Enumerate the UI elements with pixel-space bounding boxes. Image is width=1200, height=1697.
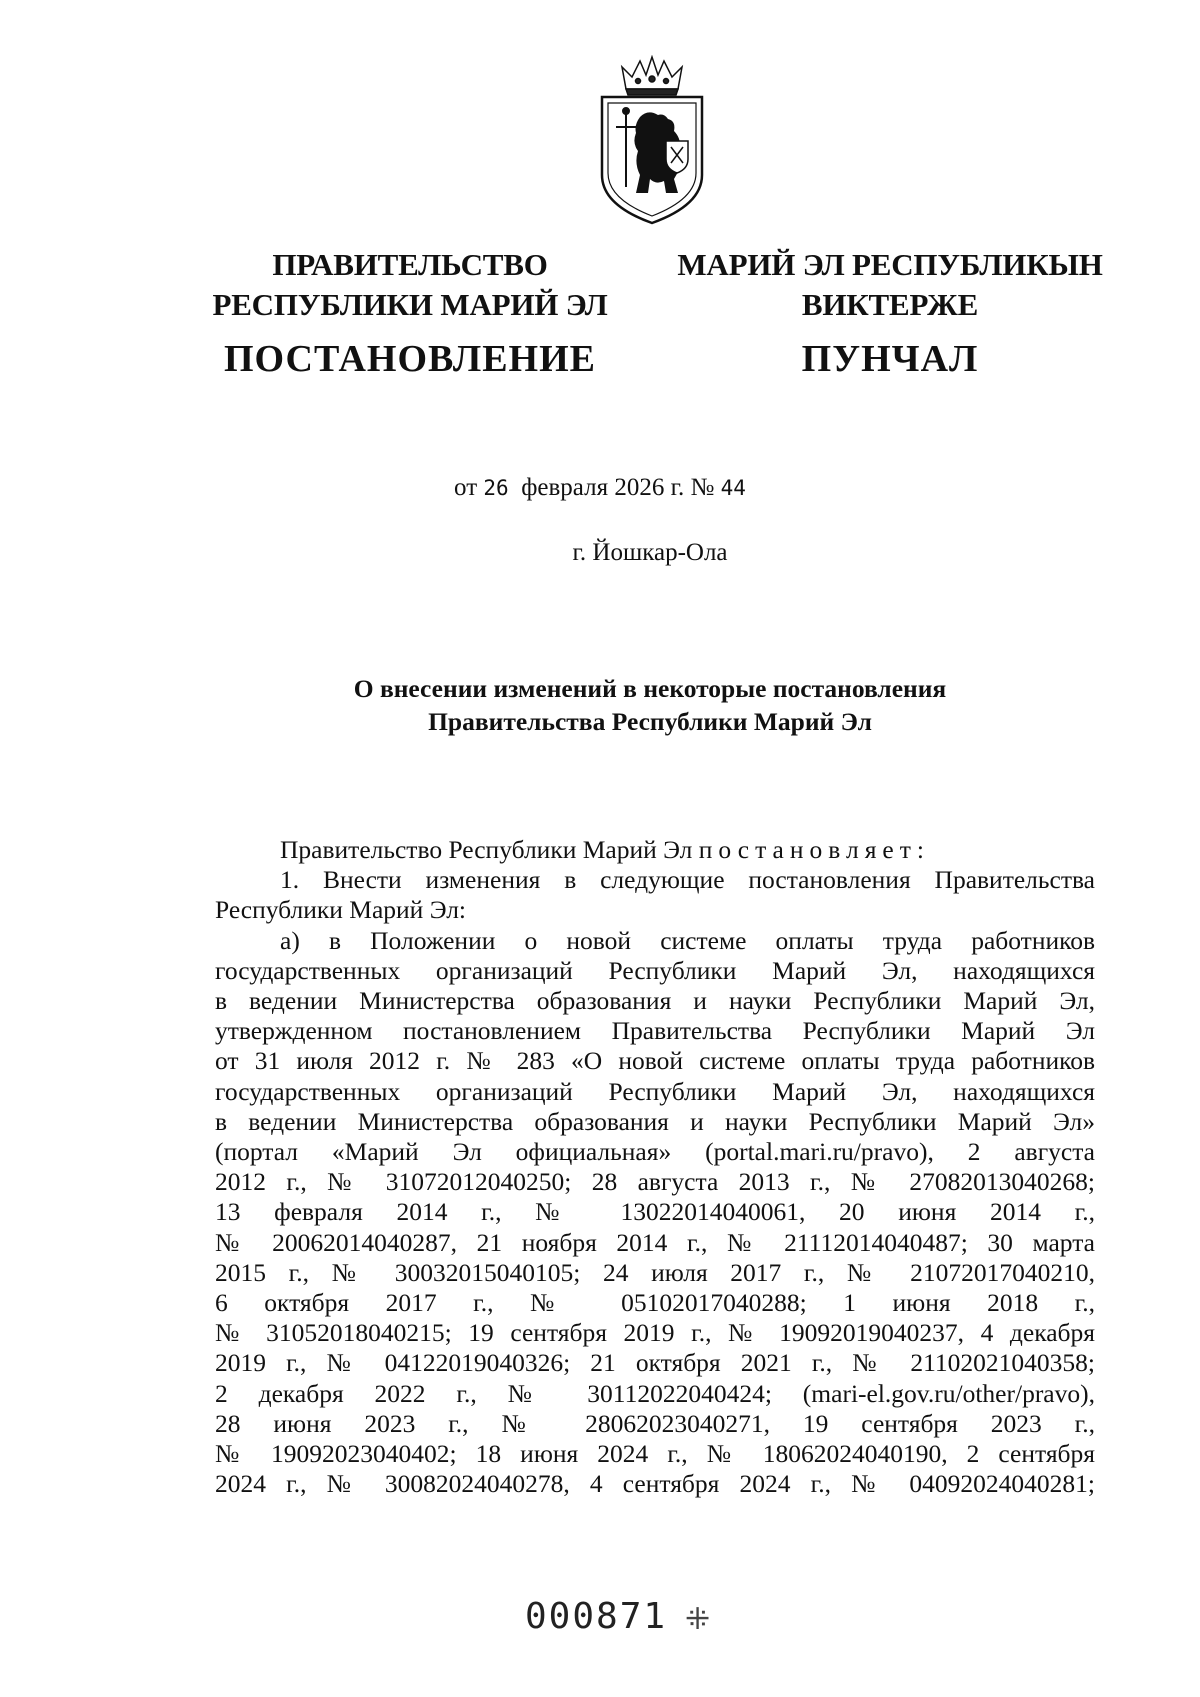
document-subject — [200, 672, 1100, 738]
preamble-text: Правительство Республики Марий Эл — [280, 835, 693, 864]
coat-of-arms-icon — [596, 55, 708, 227]
document-date-line — [0, 474, 1200, 502]
org-name-russian-line1: ПРАВИТЕЛЬСТВО — [272, 247, 548, 282]
body-line: 2 декабря 2022 г., № 30112022040424; (mari-el.gov.ru/other/pravo), — [215, 1378, 1095, 1408]
org-name-russian-line2: РЕСПУБЛИКИ МАРИЙ ЭЛ — [212, 287, 608, 322]
body-line: (портал «Марий Эл официальная» (portal.mari.ru/pravo), 2 августа — [215, 1137, 1095, 1167]
body-line: утвержденном постановлением Правительства Республики Марий Эл — [215, 1016, 1095, 1046]
body-line: государственных организаций Республики Марий Эл, находящихся — [215, 955, 1095, 985]
body-line: № 20062014040287, 21 ноября 2014 г., № 21112014040487; 30 марта — [215, 1227, 1095, 1257]
date-month-year: февраля 2026 г. — [521, 474, 685, 501]
subject-line-2: Правительства Республики Марий Эл — [428, 707, 872, 736]
body-line: 2015 г., № 30032015040105; 24 июля 2017 г., № 21072017040210, — [215, 1257, 1095, 1287]
header-right-block — [660, 245, 1120, 382]
asterisk-mark-icon: ⁜ — [685, 1603, 711, 1636]
body-line: 1. Внести изменения в следующие постановления Правительства — [280, 865, 1095, 895]
coat-of-arms-emblem — [596, 55, 708, 227]
number-label: № — [690, 474, 715, 501]
body-line: 13 февраля 2014 г., № 13022014040061, 20 июня 2014 г., — [215, 1197, 1095, 1227]
body-line: 6 октября 2017 г., № 05102017040288; 1 июня 2018 г., — [215, 1288, 1095, 1318]
body-line: № 31052018040215; 19 сентября 2019 г., № 19092019040237, 4 декабря — [215, 1318, 1095, 1348]
city-name: г. Йошкар-Ола — [572, 539, 728, 566]
date-day: 26 — [483, 476, 509, 500]
preamble-verb: постановляет: — [698, 835, 930, 864]
body-line: 28 июня 2023 г., № 28062023040271, 19 сентября 2023 г., — [215, 1408, 1095, 1438]
date-prefix: от — [454, 474, 478, 501]
body-line: № 19092023040402; 18 июня 2024 г., № 18062024040190, 2 сентября — [215, 1439, 1095, 1469]
footer-serial-block — [525, 1596, 711, 1637]
body-line: государственных организаций Республики Марий Эл, находящихся — [215, 1076, 1095, 1106]
subject-line-1: О внесении изменений в некоторые постановления — [353, 674, 947, 703]
document-body — [215, 835, 1095, 1499]
header-left-block — [200, 245, 620, 382]
body-line: от 31 июля 2012 г. № 283 «О новой системе оплаты труда работников — [215, 1046, 1095, 1076]
org-name-mari-line2: ВИКТЕРЖЕ — [801, 287, 979, 322]
body-line: Республики Марий Эл: — [215, 895, 467, 925]
document-type-mari: ПУНЧАЛ — [801, 338, 979, 380]
body-line: а) в Положении о новой системе оплаты труда работников — [280, 925, 1095, 955]
body-line: в ведении Министерства образования и науки Республики Марий Эл, — [215, 986, 1095, 1016]
org-name-mari-line1: МАРИЙ ЭЛ РЕСПУБЛИКЫН — [677, 247, 1103, 282]
document-type-russian: ПОСТАНОВЛЕНИЕ — [223, 338, 597, 380]
body-line: 2024 г., № 30082024040278, 4 сентября 2024 г., № 04092024040281; — [215, 1469, 1095, 1499]
preamble-line — [215, 835, 1095, 865]
serial-number: 000871 — [525, 1596, 668, 1637]
body-line: 2019 г., № 04122019040326; 21 октября 2021 г., № 21102021040358; — [215, 1348, 1095, 1378]
body-line: 2012 г., № 31072012040250; 28 августа 2013 г., № 27082013040268; — [215, 1167, 1095, 1197]
document-number: 44 — [720, 476, 746, 500]
body-line: в ведении Министерства образования и науки Республики Марий Эл» — [215, 1106, 1095, 1136]
